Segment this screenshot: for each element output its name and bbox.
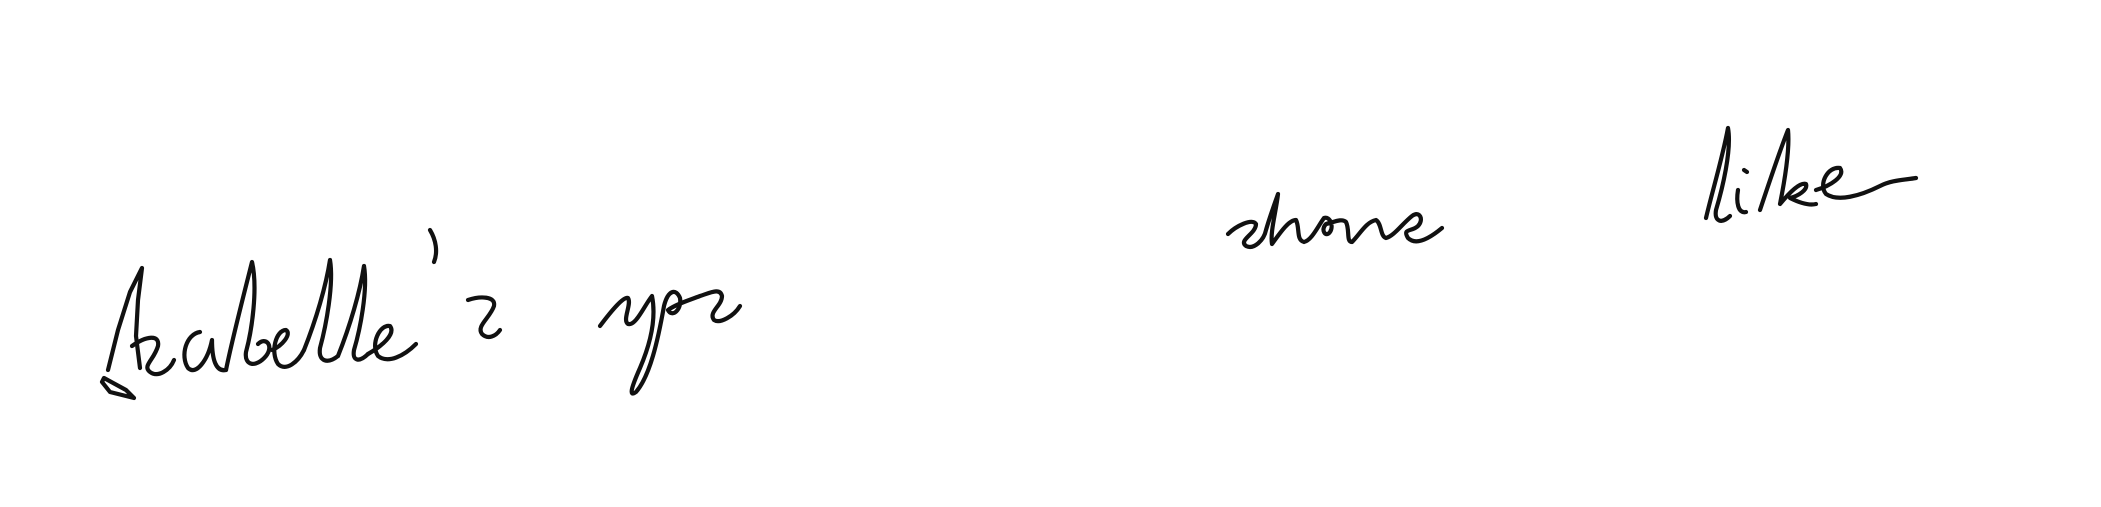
- stroke-i: [1737, 190, 1746, 212]
- word-isabelles: [102, 230, 500, 398]
- stroke-i-capital: [108, 268, 142, 370]
- stroke-apostrophe: [430, 230, 436, 262]
- stroke-i-tail: [102, 378, 134, 398]
- stroke-k: [1760, 130, 1816, 210]
- stroke-e1: [272, 330, 304, 367]
- word-like: [1706, 128, 1916, 221]
- stroke-s-final: [468, 298, 500, 337]
- stroke-b: [226, 262, 269, 370]
- stroke-l2: [338, 266, 368, 360]
- word-eyes: [600, 291, 740, 393]
- stroke-l1: [304, 260, 338, 361]
- stroke-l: [1706, 128, 1730, 221]
- stroke-shone: [1228, 194, 1442, 247]
- stroke-eyes: [600, 291, 740, 393]
- stroke-e2: [368, 326, 416, 359]
- stroke-e: [1816, 168, 1916, 198]
- stroke-a: [184, 332, 226, 370]
- stroke-i-dot: [1744, 170, 1747, 172]
- word-shone: [1228, 194, 1442, 247]
